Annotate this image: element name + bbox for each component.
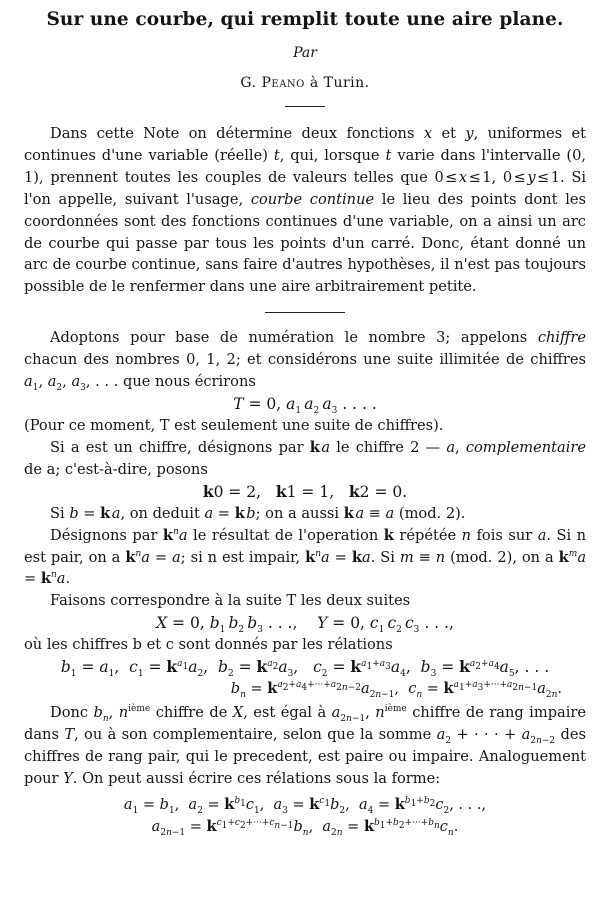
byline: Par [293, 45, 317, 61]
p6-text-4: fois sur [476, 526, 533, 544]
p9-text-1: Donc [50, 704, 89, 722]
paragraph-complement: Si a est un chiffre, désignons par k a le chiffre 2 — a, complementaire de a; c'est-à-dire, posons [24, 438, 587, 478]
p1-text-7: le lieu des points dont les coordonnées sont des fonctions continues d'une variable, on a ainsi un arc de courbe qui passe par tous les points d'un carré. Donc, étant donné un arc de courbe continue, sans faire d'autres hypothèses, il n'est pas toujours possible de le renfermer dans une aire arbitrairement petite. [24, 190, 586, 296]
p9-text-7: . On peut aussi écrire ces rélations sous la forme: [72, 769, 441, 787]
p1-text-1: Dans cette Note on détermine deux fonctions [50, 125, 415, 142]
p6-text-2: le résultat de l'operation [193, 526, 379, 544]
equation-T: T = 0, $a_1$ $a_2$ $a_3$ . . . . [233, 394, 377, 417]
p2-text-3: que nous écrirons [123, 373, 256, 391]
p1-italic-term: courbe continue [250, 190, 375, 208]
p6-text-8: (mod. 2), on a [450, 548, 554, 566]
nieme-sup-2: ième [384, 704, 407, 715]
nieme-sup-1: ième [128, 704, 151, 715]
author-surname: Peano [261, 75, 305, 91]
p1-text-5: varie dans l'intervalle (0, 1), prennent toutes les couples de valeurs telles que [24, 146, 587, 186]
author-line [24, 74, 586, 92]
p2-italic-term: chiffre [537, 329, 587, 347]
paragraph-relations: où les chiffres b et c sont donnés par les rélations [24, 636, 393, 654]
paragraph-intro: Dans cette Note on détermine deux fonctions x et y, uniformes et continues d'une variable (réelle) t, qui, lorsque t varie dans l'intervalle (0, 1), prennent toutes les couples de valeurs telles que 0 ≤ x ≤ 1, 0 ≤ y ≤ 1. Si l'on appelle, suivant l'usage, courbe continue le lieu des points dont les coordonnées sont des fonctions continues d'une variable, on a ainsi un arc de courbe qui passe par tous les points d'un carré. Donc, étant donné un arc de courbe continue, sans faire d'autres hypothèses, il n'est pas toujours possible de le renfermer dans une aire arbitrairement petite. [24, 125, 587, 296]
p1-text-3: , uniformes et continues d'une variable (réelle) [24, 125, 587, 164]
p2-text-1: Adoptons pour base de numération le nombre 3; appelons [50, 329, 528, 347]
paragraph-base: Adoptons pour base de numération le nombre 3; appelons chiffre chacun des nombres 0, 1, 2; et considérons une suite illimitée de chiffres $a_1$, $a_2$, $a_3$, . . . que nous écrirons [24, 329, 587, 393]
p6-text-6: ; si n est impair, [180, 548, 301, 566]
p6-text-1: Désignons par [50, 526, 158, 544]
p9-text-3: , est égal à [243, 704, 327, 722]
p1-text-2: et [441, 125, 456, 142]
p6-text-7: . Si [370, 548, 395, 566]
p5-text-3: ; on a aussi [255, 504, 340, 522]
equation-XY: X = 0, $b_1$ $b_2$ $b_3$ . . ., Y = 0, $c_1$ $c_2$ $c_3$ . . ., [156, 614, 454, 636]
equation-k-values: k0 = 2, k1 = 1, k2 = 0. [202, 481, 408, 501]
p4-italic-term: complementaire [465, 438, 587, 456]
p9-text-2: chiffre de [155, 704, 228, 722]
equation-inverse-general: $a_{2n-1} = k^{c_1+c_2+\cdot\cdot\cdot+c_{n-1}}b_n$, $a_{2n} = k^{b_1+b_2+\cdot\cdot\cdot+b_n}c_n$. [151, 817, 459, 838]
mod-label: (mod. 2). [398, 504, 466, 522]
p4-text-1: Si a est un chiffre, désignons par [50, 438, 304, 456]
paragraph-deduction: Si b = k a, on deduit a = k b; on a aussi k a ≡ a (mod. 2). [50, 504, 466, 522]
p6-text-3: répétée [399, 526, 457, 544]
p4-text-2: le chiffre [336, 438, 404, 456]
author-initial: G. [240, 75, 257, 91]
p9-text-4: chiffre de rang impaire dans [24, 704, 587, 744]
equation-b-c-first: $b_1 = a_1$, $c_1 = k^{a_1}a_2$, $b_2 = k^{a_2}a_3$, $c_2 = k^{a_1+a_3}a_4$, $b_3 = k^{a_2+a_4}a_5$, . . . [60, 657, 550, 680]
p1-text-6: . Si l'on appelle, suivant l'usage, [24, 168, 587, 208]
section-divider [265, 312, 345, 313]
title-divider [285, 106, 325, 107]
p2-text-2: chacun des nombres 0, 1, 2; et considérons une suite illimitée de chiffres [24, 351, 586, 369]
p4-text-3: de a; c'est-à-dire, posons [24, 460, 208, 478]
paragraph-note: (Pour ce moment, T est seulement une suite de chiffres). [24, 416, 444, 434]
paragraph-iteration: Désignons par $k^na$ le résultat de l'operation k répétée n fois sur a. Si n est pair, on a $k^na = a$; si n est impair, $k^na$ = ka. Si m ≡ n (mod. 2), on a $k^ma = k^na$. [24, 526, 587, 588]
paragraph-correspondence: Faisons correspondre à la suite T les deux suites [50, 592, 411, 610]
p9-text-5: , ou à son complementaire, selon que la somme [74, 726, 432, 744]
p6-text-5: Si n est pair, on a [24, 526, 587, 566]
paragraph-conclusion: Donc $b_n$, $n^{ième}$ chiffre de X, est égal à $a_{2n-1}$, $n^{ième}$ chiffre de rang impaire dans T, ou à son complementaire, selon que la somme $a_2$ + · · · + $a_{2n-2}$ des chiffres de rang pair, qui le precedent, est paire ou impaire. Analoguement pour Y. On peut aussi écrire ces rélations sous la forme: [24, 704, 587, 787]
p5-text-1: Si [50, 504, 65, 522]
page [24, 8, 586, 838]
author-place: à Turin. [309, 75, 370, 91]
p1-text-4: , qui, lorsque [279, 146, 380, 164]
p5-text-2: , on deduit [120, 504, 200, 522]
paper-title: Sur une courbe, qui remplit toute une aire plane. [46, 9, 564, 30]
equation-inverse-first: $a_1 = b_1$, $a_2 = k^{b_1}c_1$, $a_3 = k^{c_1}b_2$, $a_4 = k^{b_1+b_2}c_2$, . . ., [123, 795, 487, 816]
p9-text-6: des chiffres de rang pair, qui le precedent, est paire ou impaire. Analoguement pour [24, 726, 587, 787]
equation-b-c-general: $b_n = k^{a_2+a_4+\cdot\cdot\cdot+a_{2n-2}}a_{2n-1}$, $c_n = k^{a_1+a_3+\cdot\cdot\cdot+a_{2n-1}}a_{2n}$. [230, 680, 562, 701]
